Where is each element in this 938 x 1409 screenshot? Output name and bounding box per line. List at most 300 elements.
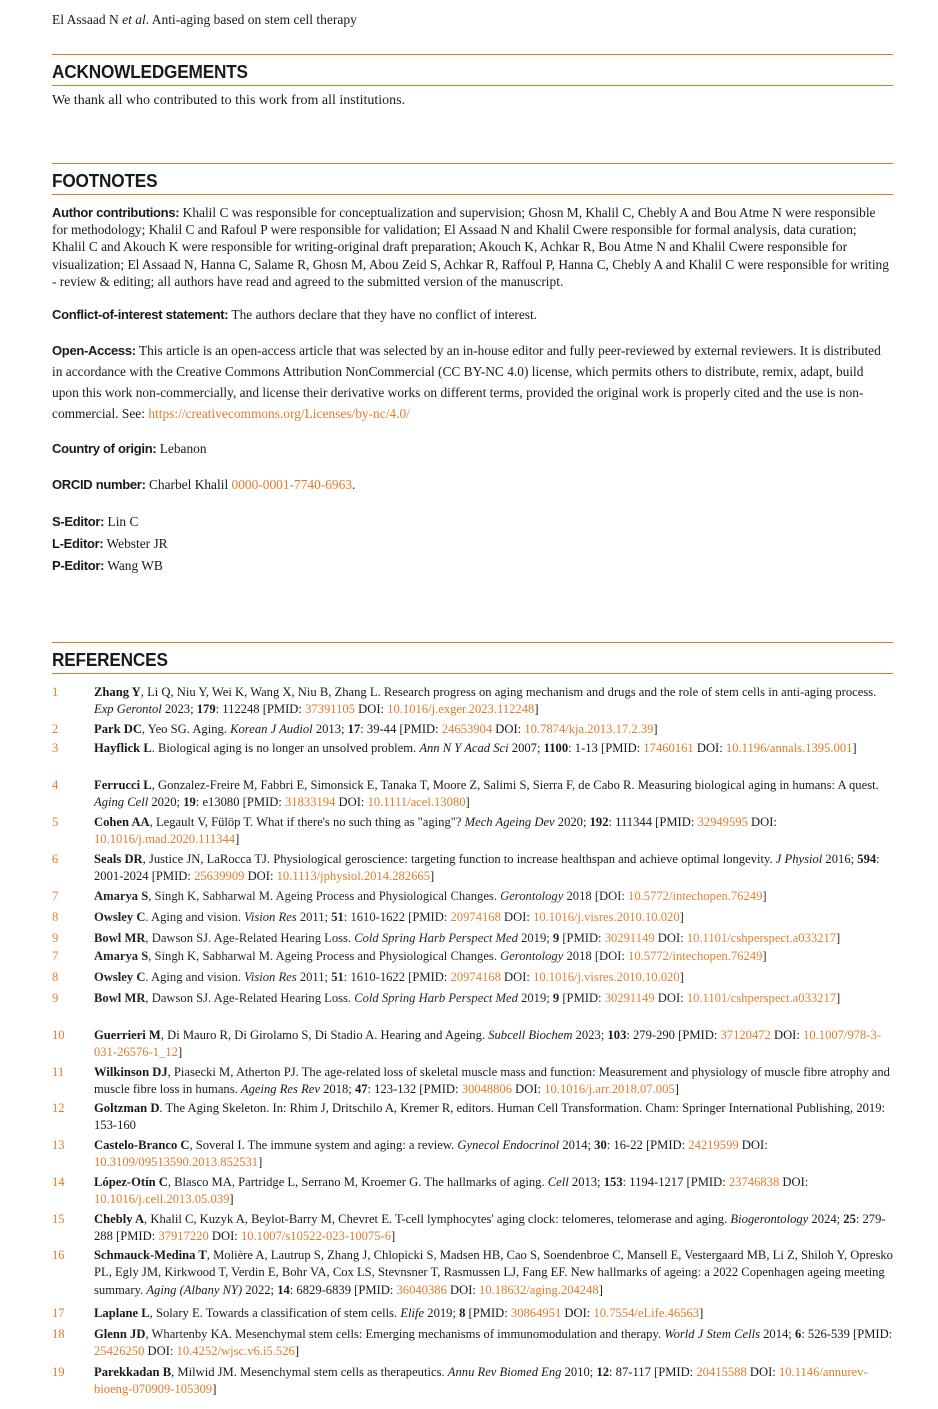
reference-number: 4 (52, 778, 59, 792)
orcid-label: ORCID number: (52, 476, 146, 492)
doi-prefix: DOI: (335, 795, 368, 810)
doi-prefix: DOI: (512, 1082, 545, 1097)
reference-year: 2011; (296, 970, 332, 984)
reference-number: 6 (52, 852, 59, 866)
reference-author: Bowl MR (94, 931, 146, 945)
doi-prefix: DOI: (746, 1365, 779, 1379)
reference-year: 2022; (242, 1282, 278, 1297)
doi-prefix: DOI: (446, 1282, 480, 1297)
doi-link[interactable]: 10.1007/s10522-023-10075-6 (240, 1229, 392, 1244)
open-access-text: This article is an open-access article that was selected by an in-house editor and fully peer-reviewed by external reviewers. It is distributed in accordance with the Creative Commons Attribution NonCommercial (CC BY-NC 4.0) license, which permits others to distribute, remix, adapt, build upon this work non-commercially, and license their derivative works on different terms, provided the original work is properly cited and the use is non-commercial. See: (52, 343, 881, 421)
reference-journal: Subcell Biochem (488, 1028, 573, 1042)
reference-body: , Blasco MA, Partridge L, Serrano M, Kroemer G. The hallmarks of aging. (167, 1175, 548, 1189)
reference-end: ] (465, 795, 470, 810)
reference-pages: [PMID: (465, 1306, 511, 1320)
reference-journal: World J Stem Cells (664, 1327, 760, 1341)
reference-author: Owsley C (94, 910, 146, 924)
reference-item (52, 1364, 893, 1399)
reference-body: , Piasecki M, Atherton PJ. The age-related loss of skeletal muscle mass and function: Measurement and physiology of muscle fibre atrophy and muscle fibre loss in humans. (94, 1065, 890, 1097)
reference-journal: Ann N Y Acad Sci (419, 741, 509, 755)
reference-author: Goltzman D (94, 1101, 160, 1115)
reference-end: ] (294, 1344, 300, 1359)
reference-pages: [PMID: (559, 991, 605, 1005)
reference-body: , Khalil C, Kuzyk A, Beylot-Barry M, Chevret E. T-cell lymphocytes' aging clock: telomeres, telomerase and aging. (144, 1212, 731, 1226)
doi-link[interactable]: 10.5772/intechopen.76249 (628, 949, 763, 963)
reference-year: 2016; (822, 852, 858, 866)
reference-text (94, 777, 893, 812)
reference-body: , Whartenby KA. Mesenchymal stem cells: Emerging mechanisms of immunomodulation and therapy. (145, 1327, 665, 1341)
reference-end: ] (762, 889, 767, 903)
running-head-title: . Anti-aging based on stem cell therapy (145, 12, 357, 27)
reference-number: 7 (52, 889, 59, 903)
running-head-authors: El Assaad N (52, 12, 123, 27)
reference-end: ] (836, 991, 841, 1005)
reference-body: , Molière A, Lautrup S, Zhang J, Chlopicki S, Madsen HB, Cao S, Soendenbroe C, Mansell E, Vestergaard MB, Li Z, Shiloh Y, Opresko PL, Egly JM, Kirkwood T, Verdin E, Bohr VA, Cox LS, Stevnsner T, Rasmussen LJ, Fang EF. New hallmarks of ageing: a 2022 Copenhagen ageing meeting summary. (94, 1248, 893, 1297)
doi-prefix: DOI: (208, 1229, 241, 1244)
reference-pages: : e13080 [PMID: (195, 795, 285, 810)
pmid-link[interactable]: 31833194 (285, 795, 336, 810)
reference-year: 2019; (517, 991, 553, 1005)
reference-text (94, 930, 893, 947)
reference-journal: Vision Res (244, 970, 297, 984)
reference-end: ] (852, 741, 857, 755)
reference-journal: Biogerontology (730, 1212, 809, 1226)
reference-text (94, 721, 893, 738)
reference-year: 2020; (148, 795, 184, 810)
author-contributions (52, 204, 893, 290)
reference-body: , Gonzalez-Freire M, Fabbri E, Simonsick E, Tanaka T, Moore Z, Salimi S, Sierra F, de Cabo R. Measuring biological aging in humans: A quest. (151, 778, 879, 792)
doi-prefix: DOI: (354, 702, 388, 717)
reference-year: 2014; (559, 1138, 595, 1152)
open-access-label: Open-Access: (52, 343, 136, 359)
reference-end: ] (534, 702, 539, 717)
reference-end: ] (212, 1382, 217, 1397)
reference-year: 2019; (517, 931, 553, 945)
reference-author: Owsley C (94, 970, 146, 984)
reference-year: 2024; (808, 1212, 844, 1226)
reference-journal: Aging Cell (94, 795, 149, 810)
reference-year: 2011; (296, 910, 332, 924)
reference-year: 2018; (319, 1082, 355, 1097)
reference-year: 2019; (424, 1306, 460, 1320)
reference-volume: 8 (459, 1306, 466, 1320)
p-editor-label: P-Editor: (52, 557, 105, 573)
reference-pages: : 112248 [PMID: (215, 702, 306, 717)
reference-item (52, 1027, 893, 1062)
pmid-link[interactable]: 37917220 (158, 1229, 209, 1244)
doi-link[interactable]: 10.18632/aging.204248 (479, 1282, 599, 1297)
reference-item (52, 888, 893, 905)
reference-text (94, 1305, 893, 1322)
reference-author: Amarya S (94, 949, 149, 963)
reference-journal: Annu Rev Biomed Eng (447, 1365, 562, 1379)
doi-link[interactable]: 10.1113/jphysiol.2014.282665 (276, 869, 430, 884)
reference-pages: : 123-132 [PMID: (367, 1082, 462, 1097)
reference-body: , Di Mauro R, Di Girolamo S, Di Stadio A. Hearing and Ageing. (160, 1028, 489, 1042)
reference-volume: 51 (331, 970, 344, 984)
reference-volume: 17 (347, 722, 361, 736)
reference-body: , Soveral I. The immune system and aging: a review. (189, 1138, 458, 1152)
reference-volume: 6 (794, 1327, 802, 1341)
reference-author: Bowl MR (94, 991, 146, 1005)
doi-prefix: DOI: (770, 1028, 804, 1042)
reference-item (52, 1305, 893, 1322)
doi-prefix: DOI: (738, 1138, 768, 1152)
reference-number: 9 (52, 931, 59, 945)
pmid-link[interactable]: 23746838 (728, 1175, 780, 1189)
reference-year: 2007; (508, 741, 544, 755)
p-editor (52, 555, 893, 577)
reference-text (94, 1247, 893, 1299)
reference-item (52, 1326, 893, 1361)
doi-prefix: DOI: (654, 991, 687, 1005)
reference-text (94, 684, 893, 719)
reference-number: 3 (52, 741, 59, 755)
reference-author: López-Otín C (94, 1175, 168, 1189)
coi-text: The authors declare that they have no conflict of interest. (228, 307, 538, 323)
reference-text (94, 1137, 893, 1172)
reference-pages: : 1194-1217 [PMID: (622, 1175, 729, 1189)
country-text: Lebanon (156, 441, 207, 457)
reference-pages: : 16-22 [PMID: (606, 1138, 689, 1152)
doi-prefix: DOI: (144, 1344, 177, 1359)
reference-text (94, 1064, 893, 1099)
reference-body: , Yeo SG. Aging. (141, 722, 231, 736)
doi-link[interactable]: 10.7874/kja.2013.17.2.39 (524, 722, 654, 736)
doi-link[interactable]: 10.1016/j.arr.2018.07.005 (544, 1082, 675, 1097)
reference-end: ] (679, 910, 684, 924)
reference-text (94, 909, 893, 926)
reference-end: ] (598, 1282, 603, 1297)
doi-link[interactable]: 10.1146/annurev-bioeng-070909-105309 (94, 1365, 868, 1397)
reference-text (94, 948, 893, 965)
doi-link[interactable]: 10.3109/09513590.2013.852531 (94, 1155, 259, 1170)
license-link[interactable]: https://creativecommons.org/Licenses/by-nc/4.0/ (148, 405, 410, 421)
reference-text (94, 1211, 893, 1246)
reference-author: Glenn JD (94, 1327, 146, 1341)
conflict-of-interest (52, 306, 893, 323)
reference-item (52, 684, 893, 719)
reference-pages: : 87-117 [PMID: (609, 1365, 697, 1379)
reference-volume: 14 (277, 1282, 290, 1297)
reference-journal: Gynecol Endocrinol (457, 1138, 560, 1152)
author-contributions-text: Khalil C was responsible for conceptualization and supervision; Ghosn M, Khalil C, Chebly A and Bou Atme N were responsible for methodology; Khalil C and Rafoul P were responsible for validation; El Assaad N and Khalil Cwere responsible for formal analysis, data curation; Khalil C and Akouch K were responsible for writing-original draft preparation; Akouch K, Achkar R, Bou Atme N and Khalil Cwere responsible for visualization; El Assaad N, Hanna C, Salame R, Ghosn M, Abou Zeid S, Achkar R, Raffoul P, Hanna C, Chebly A and Khalil C were responsible for writing - review & editing; all authors have read and agreed to the submitted version of the manuscript. (52, 205, 889, 289)
reference-journal: Gerontology (500, 949, 564, 963)
reference-author: Amarya S (94, 889, 149, 903)
reference-journal: Cold Spring Harb Perspect Med (354, 931, 518, 945)
reference-pages: : 2001-2024 [PMID: (94, 852, 880, 884)
s-editor-label: S-Editor: (52, 513, 105, 529)
reference-item (52, 990, 893, 1007)
reference-body: , Milwid JM. Mesenchymal stem cells as therapeutics. (171, 1365, 448, 1379)
reference-author: Castelo-Branco C (94, 1138, 190, 1152)
doi-link[interactable]: 10.1196/annals.1395.001 (725, 741, 853, 755)
pmid-link[interactable]: 25639909 (194, 869, 245, 884)
pmid-link[interactable]: 24653904 (441, 722, 493, 736)
reference-number: 15 (52, 1212, 65, 1226)
doi-link[interactable]: 10.1016/j.visres.2010.10.020 (533, 910, 680, 924)
reference-body: . Aging and vision. (145, 970, 245, 984)
reference-body: . Biological aging is no longer an unsolved problem. (151, 741, 420, 755)
reference-author: Chebly A (94, 1212, 145, 1226)
l-editor (52, 533, 893, 555)
references-section (52, 642, 893, 674)
doi-prefix: DOI: (492, 722, 525, 736)
reference-year: 2013; (312, 722, 348, 736)
reference-author: Wilkinson DJ (94, 1065, 168, 1079)
country-of-origin (52, 440, 893, 457)
reference-item (52, 930, 893, 947)
reference-year: 2023; (161, 702, 197, 717)
reference-volume: 9 (552, 991, 560, 1005)
pmid-link[interactable]: 24219599 (688, 1138, 739, 1152)
reference-end: ] (177, 1045, 183, 1060)
reference-volume: 179 (196, 702, 216, 717)
reference-journal: Elife (400, 1306, 425, 1320)
reference-end: ] (229, 1192, 234, 1207)
reference-body: , Singh K, Sabharwal M. Ageing Process and Physiological Changes. (148, 889, 501, 903)
reference-end: ] (391, 1229, 396, 1244)
reference-number: 13 (52, 1138, 65, 1152)
reference-body: , Li Q, Niu Y, Wei K, Wang X, Niu B, Zhang L. Research progress on aging mechanism and drugs and the role of stem cells in anti-aging process. (140, 685, 877, 699)
reference-author: Ferrucci L (94, 778, 152, 792)
pmid-link[interactable]: 20974168 (450, 970, 501, 984)
reference-text (94, 990, 893, 1007)
editors (52, 511, 893, 577)
doi-link[interactable]: 10.1016/j.exger.2023.112248 (387, 702, 535, 717)
reference-number: 16 (52, 1248, 65, 1262)
footnotes-heading: FOOTNOTES (52, 170, 158, 191)
reference-volume: 30 (594, 1138, 607, 1152)
author-contributions-label: Author contributions: (52, 205, 180, 220)
reference-year: 2014; (759, 1327, 795, 1341)
reference-end: ] (258, 1155, 263, 1170)
reference-number: 17 (52, 1306, 65, 1320)
reference-text (94, 1174, 893, 1209)
s-editor-name: Lin C (104, 513, 139, 529)
doi-link[interactable]: 10.5772/intechopen.76249 (628, 889, 763, 903)
reference-item (52, 777, 893, 812)
reference-year: 2023; (572, 1028, 608, 1042)
reference-number: 10 (52, 1028, 65, 1042)
reference-number: 18 (52, 1327, 65, 1341)
orcid-end: . (352, 476, 356, 492)
reference-item (52, 740, 893, 757)
reference-year: 2018 [DOI: (563, 949, 629, 963)
reference-item (52, 1064, 893, 1099)
reference-number: 1 (52, 685, 59, 699)
reference-body: , Dawson SJ. Age-Related Hearing Loss. (145, 991, 355, 1005)
reference-journal: Korean J Audiol (230, 722, 313, 736)
country-label: Country of origin: (52, 441, 157, 457)
acknowledgements-section (52, 54, 893, 109)
reference-body: . The Aging Skeleton. In: Rhim J, Dritschilo A, Kremer R, editors. Human Cell Transformation. Cham: Springer International Publishing, 2019: 153-160 (94, 1101, 886, 1133)
p-editor-name: Wang WB (104, 557, 163, 573)
pmid-link[interactable]: 30864951 (510, 1306, 562, 1320)
open-access (52, 341, 893, 424)
footnotes-section (52, 163, 893, 577)
reference-author: Seals DR (94, 852, 143, 866)
reference-end: ] (836, 931, 841, 945)
reference-text (94, 1364, 893, 1399)
acknowledgements-heading: ACKNOWLEDGEMENTS (52, 61, 248, 82)
l-editor-name: Webster JR (103, 535, 168, 551)
doi-link[interactable]: 10.1007/978-3-031-26576-1_12 (94, 1028, 882, 1060)
reference-volume: 594 (857, 852, 877, 866)
reference-author: Park DC (94, 722, 142, 736)
doi-prefix: DOI: (500, 970, 534, 984)
reference-year: 2020; (554, 815, 590, 829)
doi-prefix: DOI: (654, 931, 687, 945)
pmid-link[interactable]: 37120472 (720, 1028, 771, 1042)
orcid-name: Charbel Khalil (145, 476, 232, 492)
pmid-link[interactable]: 30048806 (461, 1082, 513, 1097)
reference-journal: Exp Gerontol (94, 702, 162, 717)
reference-journal: Vision Res (244, 910, 297, 924)
reference-volume: 153 (603, 1175, 623, 1189)
doi-link[interactable]: 10.7554/eLife.46563 (593, 1306, 700, 1320)
reference-body: . Aging and vision. (145, 910, 245, 924)
reference-volume: 19 (183, 795, 196, 810)
pmid-link[interactable]: 25426250 (94, 1344, 145, 1359)
doi-link[interactable]: 10.1101/cshperspect.a033217 (686, 931, 837, 945)
reference-item (52, 721, 893, 738)
doi-prefix: DOI: (693, 741, 726, 755)
reference-pages: : 1610-1622 [PMID: (343, 910, 451, 924)
reference-volume: 1100 (543, 741, 569, 755)
reference-number: 14 (52, 1175, 65, 1189)
reference-year: 2013; (568, 1175, 604, 1189)
reference-volume: 12 (596, 1365, 610, 1379)
s-editor (52, 511, 893, 533)
reference-journal: Aging (Albany NY) (146, 1282, 243, 1297)
doi-link[interactable]: 10.4252/wjsc.v6.i5.526 (176, 1344, 295, 1359)
reference-item (52, 851, 893, 886)
reference-text (94, 1027, 893, 1062)
reference-volume: 9 (552, 931, 560, 945)
pmid-link[interactable]: 30291149 (604, 991, 655, 1005)
reference-item (52, 1211, 893, 1246)
reference-year: 2010; (561, 1365, 597, 1379)
reference-pages: [PMID: (559, 931, 605, 945)
reference-journal: Cold Spring Harb Perspect Med (354, 991, 518, 1005)
reference-end: ] (674, 1082, 679, 1097)
reference-end: ] (235, 832, 240, 847)
reference-number: 2 (52, 722, 59, 736)
running-head-etal: et al (122, 12, 146, 27)
pmid-link[interactable]: 32949595 (697, 815, 748, 829)
reference-end: ] (653, 722, 658, 736)
reference-item (52, 1137, 893, 1172)
reference-author: Cohen AA (94, 815, 150, 829)
reference-journal: Mech Ageing Dev (464, 815, 555, 829)
reference-journal: Cell (547, 1175, 569, 1189)
acknowledgements-text: We thank all who contributed to this work from all institutions. (52, 93, 406, 108)
reference-number: 8 (52, 970, 59, 984)
reference-journal: Ageing Res Rev (240, 1082, 320, 1097)
reference-end: ] (762, 949, 767, 963)
reference-volume: 25 (843, 1212, 856, 1226)
reference-text (94, 969, 893, 986)
doi-link[interactable]: 10.1016/j.visres.2010.10.020 (533, 970, 680, 984)
pmid-link[interactable]: 20415588 (696, 1365, 747, 1379)
doi-prefix: DOI: (244, 869, 277, 884)
reference-text (94, 814, 893, 849)
reference-end: ] (699, 1306, 704, 1320)
reference-journal: J Physiol (775, 852, 823, 866)
reference-body: , Dawson SJ. Age-Related Hearing Loss. (145, 931, 355, 945)
reference-body: , Singh K, Sabharwal M. Ageing Process and Physiological Changes. (148, 949, 501, 963)
orcid-link[interactable]: 0000-0001-7740-6963 (231, 476, 353, 492)
reference-body: , Legault V, Fülöp T. What if there's no such thing as "aging"? (149, 815, 465, 829)
reference-item (52, 969, 893, 986)
pmid-link[interactable]: 37391105 (305, 702, 355, 717)
reference-number: 11 (52, 1065, 65, 1079)
reference-volume: 51 (331, 910, 344, 924)
references-heading: REFERENCES (52, 649, 168, 670)
reference-body: , Solary E. Towards a classification of stem cells. (149, 1306, 401, 1320)
pmid-link[interactable]: 17460161 (643, 741, 694, 755)
reference-text (94, 740, 893, 757)
reference-pages: : 111344 [PMID: (608, 815, 698, 829)
reference-text (94, 888, 893, 905)
reference-number: 9 (52, 991, 59, 1005)
doi-link[interactable]: 10.1016/j.cell.2013.05.039 (94, 1192, 230, 1207)
pmid-link[interactable]: 30291149 (604, 931, 655, 945)
reference-item (52, 948, 893, 965)
reference-author: Zhang Y (94, 685, 141, 699)
reference-volume: 103 (607, 1028, 627, 1042)
reference-number: 12 (52, 1101, 65, 1115)
reference-text (94, 1100, 893, 1135)
reference-number: 19 (52, 1365, 65, 1379)
doi-prefix: DOI: (500, 910, 534, 924)
doi-prefix: DOI: (561, 1306, 594, 1320)
reference-item (52, 1100, 893, 1135)
reference-number: 8 (52, 910, 59, 924)
reference-year: 2018 [DOI: (563, 889, 629, 903)
reference-pages: : 279-290 [PMID: (626, 1028, 721, 1042)
reference-item (52, 1247, 893, 1299)
reference-body: , Justice JN, LaRocca TJ. Physiological geroscience: targeting function to increase healthspan and achieve optimal longevity. (142, 852, 776, 866)
coi-label: Conflict-of-interest statement: (52, 307, 229, 323)
doi-link[interactable]: 10.1111/acel.13080 (367, 795, 466, 810)
reference-pages: : 39-44 [PMID: (360, 722, 442, 736)
doi-link[interactable]: 10.1101/cshperspect.a033217 (686, 991, 837, 1005)
reference-author: Guerrieri M (94, 1028, 161, 1042)
reference-number: 7 (52, 949, 59, 963)
reference-author: Laplane L (94, 1306, 150, 1320)
reference-volume: 192 (589, 815, 609, 829)
reference-volume: 47 (354, 1082, 368, 1097)
l-editor-label: L-Editor: (52, 535, 104, 551)
orcid (52, 476, 893, 493)
reference-author: Parekkadan B (94, 1365, 172, 1379)
doi-prefix: DOI: (779, 1175, 809, 1189)
reference-pages: : 6829-6839 [PMID: (289, 1282, 397, 1297)
reference-pages: : 526-539 [PMID: (801, 1327, 893, 1341)
reference-text (94, 851, 893, 886)
doi-link[interactable]: 10.1016/j.mad.2020.111344 (94, 832, 236, 847)
reference-pages: : 1610-1622 [PMID: (343, 970, 451, 984)
reference-end: ] (679, 970, 684, 984)
reference-text (94, 1326, 893, 1361)
pmid-link[interactable]: 36040386 (396, 1282, 447, 1297)
pmid-link[interactable]: 20974168 (450, 910, 501, 924)
reference-number: 5 (52, 815, 59, 829)
reference-author: Schmauck-Medina T (94, 1248, 207, 1262)
doi-prefix: DOI: (747, 815, 777, 829)
